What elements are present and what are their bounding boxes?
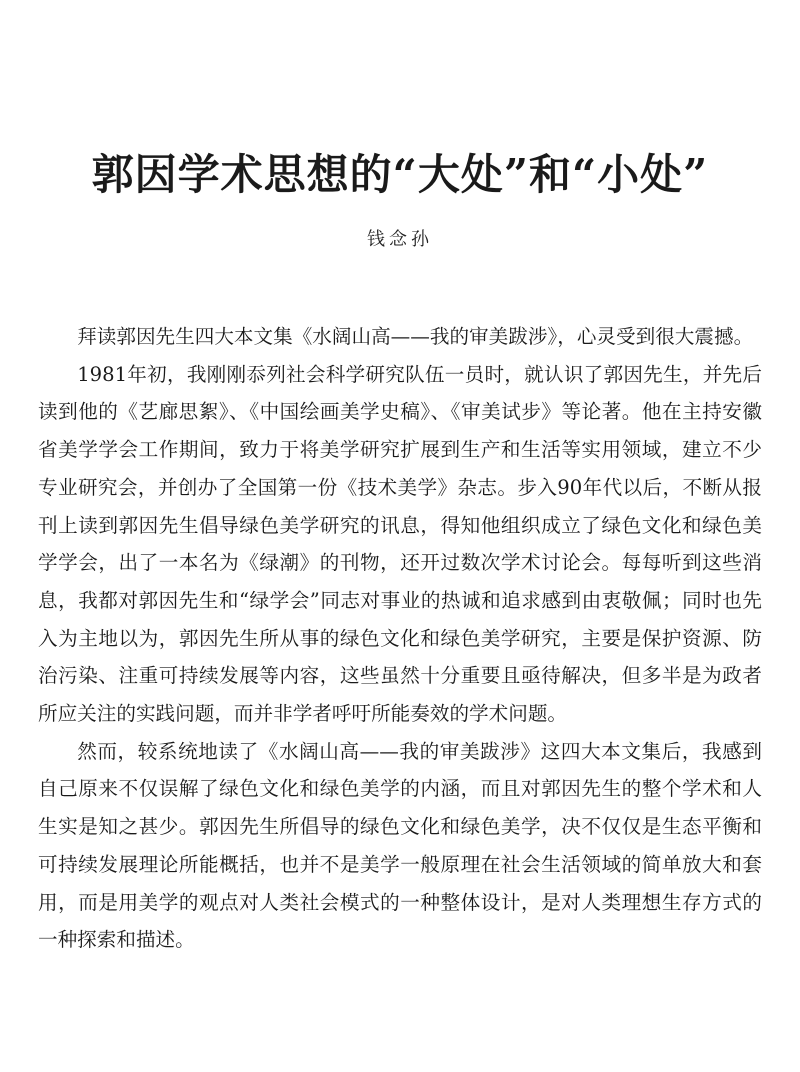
article-body — [38, 318, 762, 959]
article-author: 钱念孙 — [367, 229, 433, 250]
paragraph: 拜读郭因先生四大本文集《水阔山高——我的审美跋涉》，心灵受到很大震撼。 — [77, 325, 754, 348]
paragraph: 1981年初，我刚刚忝列社会科学研究队伍一员时，就认识了郭因先生，并先后读到他的《艺廊思絮》、《中国绘画美学史稿》、《审美试步》等论著。他在主持安徽省美学学会工作期间，致力于将美学研究扩展到生产和生活等实用领域，建立不少专业研究会，并创办了全国第一份《技术美学》杂志。步入90年代以后，不断从报刊上读到郭因先生倡导绿色美学研究的讯息，得知他组织成立了绿色文化和绿色美学学会，出了一本名为《绿潮》的刊物，还开过数次学术讨论会。每每听到这些消息，我都对郭因先生和“绿学会”同志对事业的热诚和追求感到由衷敬佩；同时也先入为主地以为，郭因先生所从事的绿色文化和绿色美学研究，主要是保护资源、防治污染、注重可持续发展等内容，这些虽然十分重要且亟待解决，但多半是为政者所应关注的实践问题，而并非学者呼吁所能奏效的学术问题。 — [38, 362, 762, 726]
paragraph: 然而，较系统地读了《水阔山高——我的审美跋涉》这四大本文集后，我感到自己原来不仅误解了绿色文化和绿色美学的内涵，而且对郭因先生的整个学术和人生实是知之甚少。郭因先生所倡导的绿色文化和绿色美学，决不仅仅是生态平衡和可持续发展理论所能概括，也并不是美学一般原理在社会生活领域的简单放大和套用，而是用美学的观点对人类社会模式的一种整体设计，是对人类理想生存方式的一种探索和描述。 — [38, 739, 762, 952]
article-title: 郭因学术思想的“大处”和“小处” — [91, 150, 709, 199]
